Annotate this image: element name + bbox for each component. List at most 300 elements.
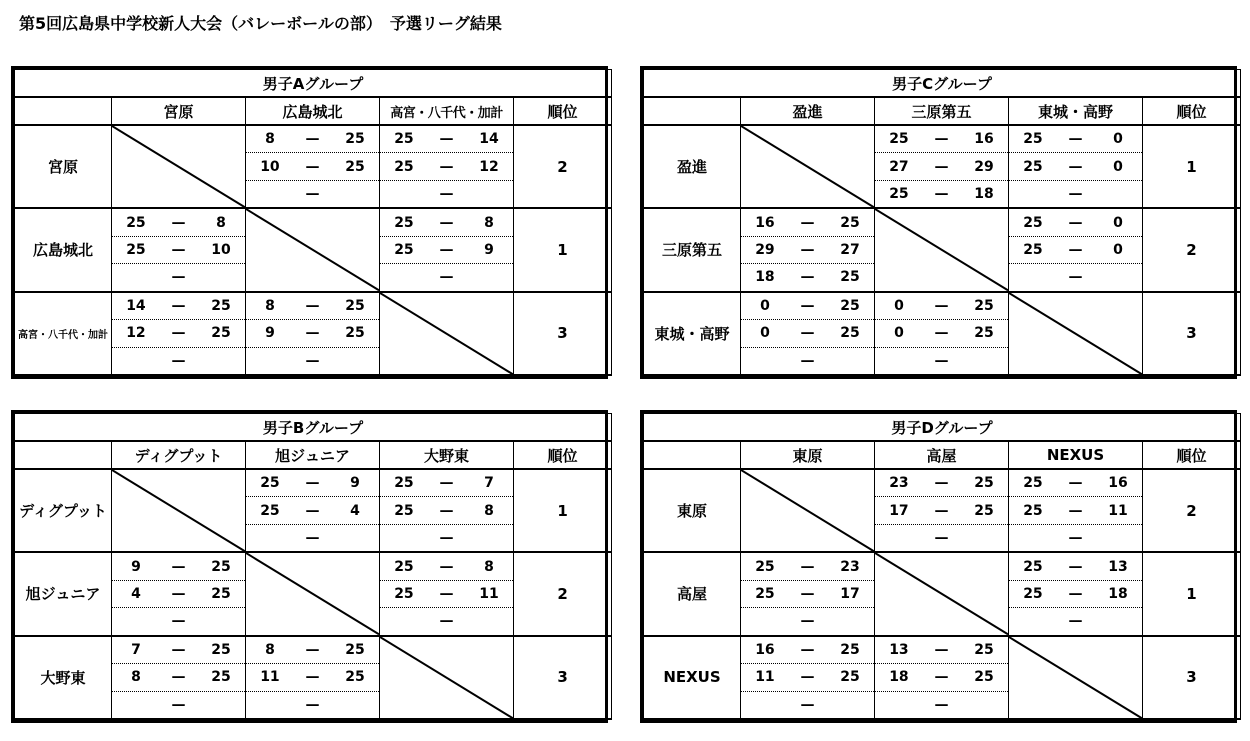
- rank-value: 2: [514, 552, 612, 635]
- score-right: 25: [345, 669, 365, 686]
- set-score: [741, 637, 874, 664]
- set-score: [112, 692, 245, 718]
- score-dash: —: [934, 352, 949, 369]
- score-right: 8: [484, 558, 494, 575]
- score-dash: —: [1068, 530, 1083, 547]
- score-dash: —: [934, 297, 949, 314]
- score-dash: —: [171, 241, 186, 258]
- rank-value: 2: [1143, 469, 1241, 552]
- self-match-cell: [112, 469, 246, 552]
- set-score: [1009, 181, 1142, 207]
- group-b-table: [11, 410, 608, 723]
- score-dash: —: [1068, 241, 1083, 258]
- score-left: 0: [760, 297, 770, 314]
- score-right: 25: [211, 558, 231, 575]
- score-dash: —: [171, 352, 186, 369]
- match-score-cell: [380, 125, 514, 208]
- match-score-cell: [741, 292, 875, 375]
- score-dash: —: [305, 696, 320, 713]
- set-score: [741, 608, 874, 634]
- score-right: 11: [479, 585, 499, 602]
- score-dash: —: [439, 186, 454, 203]
- set-score: [1009, 237, 1142, 264]
- set-score: [1009, 553, 1142, 580]
- column-header-team: 旭ジュニア: [246, 441, 380, 469]
- diagonal-line: [112, 126, 245, 207]
- column-header-team: 東原: [741, 441, 875, 469]
- set-score: [380, 470, 513, 497]
- score-dash: —: [934, 475, 949, 492]
- score-dash: —: [171, 558, 186, 575]
- match-score-cell: [112, 552, 246, 635]
- corner-cell: [644, 97, 741, 125]
- score-dash: —: [1068, 502, 1083, 519]
- set-score: [380, 264, 513, 290]
- rank-value: 1: [1143, 552, 1241, 635]
- set-score: [246, 664, 379, 691]
- rank-value: 1: [514, 208, 612, 291]
- score-left: 25: [755, 558, 775, 575]
- self-match-cell: [112, 125, 246, 208]
- row-team-name: ディグプット: [15, 469, 112, 552]
- column-header-team: 宮原: [112, 97, 246, 125]
- score-dash: —: [934, 530, 949, 547]
- set-score: [741, 293, 874, 320]
- score-dash: —: [171, 613, 186, 630]
- score-right: 0: [1113, 241, 1123, 258]
- score-right: 14: [479, 131, 499, 148]
- diagonal-line: [380, 637, 513, 718]
- score-left: 25: [394, 502, 414, 519]
- score-right: 25: [974, 641, 994, 658]
- match-score-cell: [1009, 552, 1143, 635]
- rank-header: 順位: [1143, 441, 1241, 469]
- score-right: 13: [1108, 558, 1128, 575]
- score-left: 18: [755, 269, 775, 286]
- score-dash: —: [439, 502, 454, 519]
- score-left: 13: [889, 641, 909, 658]
- league-table: [14, 413, 612, 720]
- score-dash: —: [800, 585, 815, 602]
- set-score: [112, 348, 245, 374]
- score-dash: —: [305, 669, 320, 686]
- score-left: 25: [1023, 475, 1043, 492]
- score-right: 25: [211, 641, 231, 658]
- score-right: 4: [350, 502, 360, 519]
- score-dash: —: [934, 158, 949, 175]
- score-dash: —: [305, 352, 320, 369]
- team-row: [644, 208, 1241, 291]
- score-dash: —: [439, 241, 454, 258]
- row-team-name: 盈進: [644, 125, 741, 208]
- score-dash: —: [439, 613, 454, 630]
- set-score: [380, 608, 513, 634]
- score-right: 25: [840, 325, 860, 342]
- group-title: 男子Bグループ: [15, 414, 612, 442]
- match-score-cell: [875, 292, 1009, 375]
- score-dash: —: [1068, 558, 1083, 575]
- set-score: [380, 181, 513, 207]
- set-score: [741, 348, 874, 374]
- set-score: [875, 497, 1008, 524]
- score-dash: —: [1068, 214, 1083, 231]
- set-score: [246, 637, 379, 664]
- score-right: 25: [211, 325, 231, 342]
- column-header-team: 広島城北: [246, 97, 380, 125]
- score-dash: —: [1068, 475, 1083, 492]
- score-left: 29: [755, 241, 775, 258]
- score-dash: —: [934, 502, 949, 519]
- set-score: [112, 293, 245, 320]
- set-score: [1009, 470, 1142, 497]
- score-dash: —: [800, 696, 815, 713]
- column-header-team: 盈進: [741, 97, 875, 125]
- score-left: 8: [265, 297, 275, 314]
- score-dash: —: [934, 669, 949, 686]
- score-dash: —: [171, 585, 186, 602]
- column-header-team: ディグプット: [112, 441, 246, 469]
- corner-cell: [644, 441, 741, 469]
- set-score: [112, 237, 245, 264]
- diagonal-line: [875, 553, 1008, 634]
- score-dash: —: [1068, 269, 1083, 286]
- score-dash: —: [1068, 158, 1083, 175]
- score-left: 9: [131, 558, 141, 575]
- score-right: 25: [974, 475, 994, 492]
- score-right: 23: [840, 558, 860, 575]
- set-score: [875, 320, 1008, 347]
- match-score-cell: [112, 208, 246, 291]
- set-score: [1009, 497, 1142, 524]
- score-left: 12: [126, 325, 146, 342]
- score-right: 18: [1108, 585, 1128, 602]
- score-dash: —: [171, 669, 186, 686]
- score-left: 18: [889, 669, 909, 686]
- set-score: [380, 237, 513, 264]
- score-left: 25: [126, 241, 146, 258]
- team-row: [15, 292, 612, 375]
- self-match-cell: [875, 208, 1009, 291]
- set-score: [380, 153, 513, 180]
- self-match-cell: [246, 552, 380, 635]
- set-score: [875, 525, 1008, 551]
- set-score: [1009, 126, 1142, 153]
- score-dash: —: [800, 241, 815, 258]
- score-dash: —: [439, 530, 454, 547]
- diagonal-line: [380, 293, 513, 374]
- score-dash: —: [439, 131, 454, 148]
- set-score: [741, 581, 874, 608]
- rank-value: 1: [1143, 125, 1241, 208]
- score-left: 25: [126, 214, 146, 231]
- set-score: [246, 692, 379, 718]
- score-dash: —: [439, 158, 454, 175]
- group-d-table: [640, 410, 1237, 723]
- score-dash: —: [171, 214, 186, 231]
- self-match-cell: [1009, 636, 1143, 719]
- score-left: 25: [394, 241, 414, 258]
- set-score: [875, 181, 1008, 207]
- rank-header: 順位: [1143, 97, 1241, 125]
- row-team-name: 高宮・八千代・加計: [15, 292, 112, 375]
- diagonal-line: [246, 553, 379, 634]
- score-left: 25: [260, 502, 280, 519]
- column-header-team: NEXUS: [1009, 441, 1143, 469]
- score-left: 25: [889, 131, 909, 148]
- score-right: 8: [484, 502, 494, 519]
- score-right: 25: [840, 297, 860, 314]
- match-score-cell: [246, 469, 380, 552]
- score-right: 10: [211, 241, 231, 258]
- team-row: [15, 636, 612, 719]
- score-left: 25: [1023, 502, 1043, 519]
- column-header-team: 三原第五: [875, 97, 1009, 125]
- score-dash: —: [800, 297, 815, 314]
- diagonal-line: [1009, 293, 1142, 374]
- score-right: 25: [974, 325, 994, 342]
- self-match-cell: [741, 125, 875, 208]
- score-right: 25: [345, 325, 365, 342]
- score-dash: —: [171, 641, 186, 658]
- score-right: 25: [840, 641, 860, 658]
- score-right: 25: [345, 131, 365, 148]
- match-score-cell: [112, 292, 246, 375]
- set-score: [112, 637, 245, 664]
- team-row: [644, 125, 1241, 208]
- set-score: [875, 692, 1008, 718]
- score-dash: —: [800, 669, 815, 686]
- set-score: [741, 664, 874, 691]
- score-right: 8: [216, 214, 226, 231]
- score-right: 9: [484, 241, 494, 258]
- set-score: [380, 553, 513, 580]
- diagonal-line: [741, 126, 874, 207]
- diagonal-line: [875, 209, 1008, 290]
- set-score: [112, 581, 245, 608]
- set-score: [875, 293, 1008, 320]
- score-left: 8: [265, 131, 275, 148]
- score-dash: —: [305, 297, 320, 314]
- row-team-name: 東城・高野: [644, 292, 741, 375]
- team-row: [644, 552, 1241, 635]
- self-match-cell: [875, 552, 1009, 635]
- team-row: [644, 636, 1241, 719]
- set-score: [246, 497, 379, 524]
- score-right: 18: [974, 186, 994, 203]
- score-dash: —: [171, 297, 186, 314]
- self-match-cell: [741, 469, 875, 552]
- row-team-name: 東原: [644, 469, 741, 552]
- match-score-cell: [1009, 208, 1143, 291]
- match-score-cell: [380, 552, 514, 635]
- score-right: 29: [974, 158, 994, 175]
- score-right: 27: [840, 241, 860, 258]
- score-right: 7: [484, 475, 494, 492]
- score-dash: —: [934, 696, 949, 713]
- set-score: [875, 637, 1008, 664]
- row-team-name: 三原第五: [644, 208, 741, 291]
- score-left: 10: [260, 158, 280, 175]
- score-dash: —: [1068, 585, 1083, 602]
- score-dash: —: [800, 613, 815, 630]
- score-dash: —: [1068, 186, 1083, 203]
- team-row: [644, 292, 1241, 375]
- score-right: 17: [840, 585, 860, 602]
- rank-value: 1: [514, 469, 612, 552]
- score-right: 16: [1108, 475, 1128, 492]
- rank-header: 順位: [514, 97, 612, 125]
- column-header-team: 高屋: [875, 441, 1009, 469]
- score-dash: —: [439, 214, 454, 231]
- self-match-cell: [1009, 292, 1143, 375]
- score-dash: —: [800, 269, 815, 286]
- set-score: [246, 525, 379, 551]
- match-score-cell: [875, 125, 1009, 208]
- score-right: 25: [840, 214, 860, 231]
- league-table: [643, 69, 1241, 376]
- match-score-cell: [875, 469, 1009, 552]
- score-left: 0: [760, 325, 770, 342]
- match-score-cell: [875, 636, 1009, 719]
- score-left: 25: [394, 131, 414, 148]
- group-a-table: [11, 66, 608, 379]
- team-row: [15, 469, 612, 552]
- score-right: 25: [974, 502, 994, 519]
- team-row: [15, 125, 612, 208]
- score-dash: —: [800, 558, 815, 575]
- match-score-cell: [741, 552, 875, 635]
- score-left: 25: [889, 186, 909, 203]
- team-row: [15, 208, 612, 291]
- match-score-cell: [741, 636, 875, 719]
- diagonal-line: [112, 470, 245, 551]
- set-score: [741, 553, 874, 580]
- score-left: 11: [755, 669, 775, 686]
- score-right: 25: [345, 158, 365, 175]
- set-score: [112, 209, 245, 236]
- row-team-name: 広島城北: [15, 208, 112, 291]
- set-score: [380, 497, 513, 524]
- team-row: [644, 469, 1241, 552]
- row-team-name: NEXUS: [644, 636, 741, 719]
- column-header-team: 大野東: [380, 441, 514, 469]
- column-header-team: 東城・高野: [1009, 97, 1143, 125]
- score-left: 25: [1023, 131, 1043, 148]
- score-left: 11: [260, 669, 280, 686]
- score-dash: —: [800, 214, 815, 231]
- score-right: 11: [1108, 502, 1128, 519]
- score-left: 9: [265, 325, 275, 342]
- set-score: [1009, 525, 1142, 551]
- set-score: [380, 525, 513, 551]
- score-left: 25: [394, 558, 414, 575]
- score-dash: —: [171, 696, 186, 713]
- score-left: 23: [889, 475, 909, 492]
- rank-value: 3: [1143, 636, 1241, 719]
- set-score: [1009, 153, 1142, 180]
- score-left: 25: [1023, 585, 1043, 602]
- row-team-name: 高屋: [644, 552, 741, 635]
- set-score: [741, 692, 874, 718]
- score-left: 8: [265, 641, 275, 658]
- match-score-cell: [112, 636, 246, 719]
- group-title: 男子Cグループ: [644, 70, 1241, 98]
- score-right: 25: [840, 269, 860, 286]
- match-score-cell: [741, 208, 875, 291]
- set-score: [112, 320, 245, 347]
- set-score: [875, 153, 1008, 180]
- diagonal-line: [246, 209, 379, 290]
- rank-header: 順位: [514, 441, 612, 469]
- set-score: [380, 126, 513, 153]
- diagonal-line: [741, 470, 874, 551]
- diagonal-line: [1009, 637, 1142, 718]
- rank-value: 3: [514, 292, 612, 375]
- rank-value: 3: [514, 636, 612, 719]
- set-score: [112, 264, 245, 290]
- set-score: [741, 237, 874, 264]
- league-table: [14, 69, 612, 376]
- set-score: [380, 581, 513, 608]
- match-score-cell: [246, 636, 380, 719]
- score-dash: —: [934, 325, 949, 342]
- set-score: [1009, 209, 1142, 236]
- match-score-cell: [246, 292, 380, 375]
- score-dash: —: [934, 641, 949, 658]
- score-left: 27: [889, 158, 909, 175]
- set-score: [246, 320, 379, 347]
- match-score-cell: [380, 208, 514, 291]
- score-dash: —: [305, 530, 320, 547]
- score-dash: —: [171, 269, 186, 286]
- self-match-cell: [380, 636, 514, 719]
- score-dash: —: [305, 158, 320, 175]
- self-match-cell: [380, 292, 514, 375]
- score-right: 25: [345, 297, 365, 314]
- set-score: [246, 181, 379, 207]
- set-score: [112, 664, 245, 691]
- score-left: 25: [394, 214, 414, 231]
- score-left: 17: [889, 502, 909, 519]
- set-score: [380, 209, 513, 236]
- set-score: [246, 293, 379, 320]
- score-left: 25: [394, 158, 414, 175]
- set-score: [875, 348, 1008, 374]
- score-dash: —: [439, 585, 454, 602]
- score-dash: —: [1068, 131, 1083, 148]
- set-score: [741, 320, 874, 347]
- score-left: 4: [131, 585, 141, 602]
- set-score: [246, 153, 379, 180]
- set-score: [1009, 581, 1142, 608]
- score-left: 16: [755, 214, 775, 231]
- score-dash: —: [171, 325, 186, 342]
- score-left: 25: [394, 585, 414, 602]
- score-dash: —: [305, 502, 320, 519]
- set-score: [1009, 264, 1142, 290]
- set-score: [112, 608, 245, 634]
- score-dash: —: [305, 186, 320, 203]
- corner-cell: [15, 441, 112, 469]
- score-right: 25: [211, 669, 231, 686]
- score-right: 25: [211, 585, 231, 602]
- score-dash: —: [439, 269, 454, 286]
- score-dash: —: [934, 131, 949, 148]
- score-right: 9: [350, 475, 360, 492]
- score-right: 25: [211, 297, 231, 314]
- set-score: [875, 470, 1008, 497]
- score-dash: —: [305, 325, 320, 342]
